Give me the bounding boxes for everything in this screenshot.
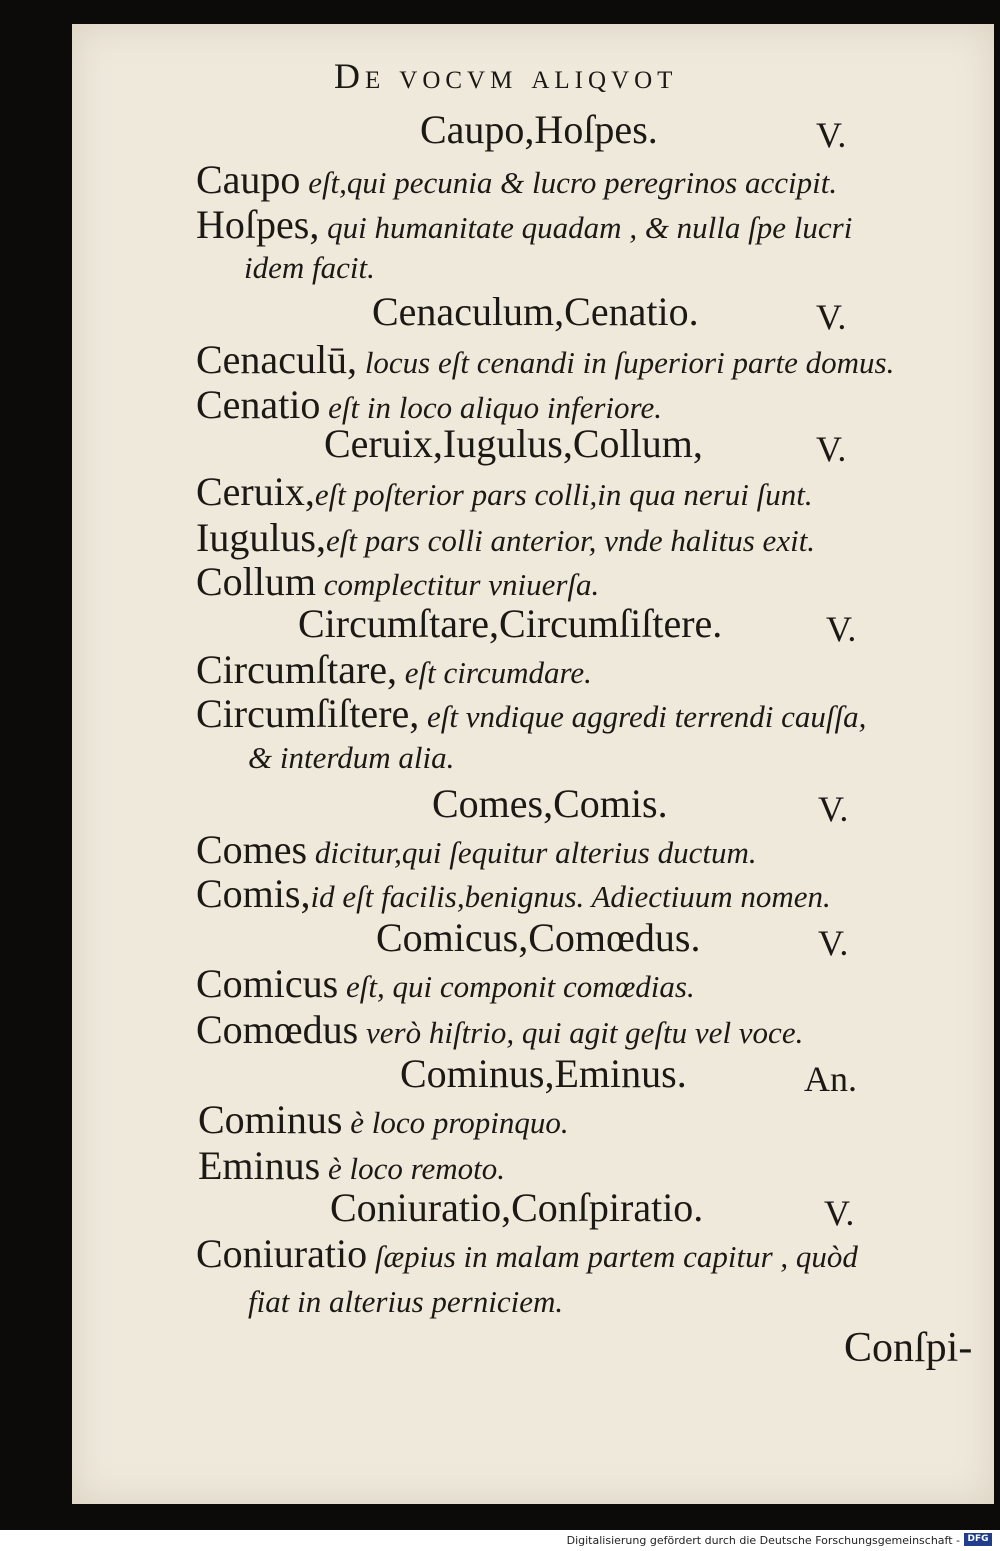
definition-line [196,1231,858,1276]
pair-marker: V. [826,609,857,649]
definition-line [196,1007,804,1052]
pair-marker: V. [816,115,847,155]
definition-line [196,382,662,427]
definition-text: eſt pars colli anterior, vnde halitus exit. [326,523,816,558]
synonym-pair-heading: Comes,Comis. [432,781,668,826]
definition-line [196,691,867,736]
definition-text: id eſt facilis,benignus. Adiectiuum nomen. [310,879,831,914]
definition-text: eſt, qui componit comœdias. [338,969,695,1004]
definition-line [196,202,853,247]
pair-marker: V. [818,789,849,829]
definition-line [196,961,695,1006]
lemma: Collum [196,559,317,604]
definition-continuation: idem facit. [244,250,375,285]
lemma: Comicus [196,961,339,1006]
lemma: Cominus [198,1097,343,1142]
definition-text: complectitur vniuerſa. [316,567,600,602]
synonym-pair-heading: Ceruix,Iugulus,Collum, [324,421,703,466]
pair-marker: An. [804,1059,857,1099]
definition-text: verò hiſtrio, qui agit geſtu vel voce. [358,1015,804,1050]
definition-line [198,1097,569,1142]
footer-bar [0,1530,1000,1551]
definition-text: eſt circumdare. [397,655,592,690]
synonym-pair-heading: Coniuratio,Conſpiratio. [330,1185,704,1230]
lemma: Circumſiſtere, [196,691,420,736]
definition-text: eſt vndique aggredi terrendi cauſſa, [419,699,867,734]
definition-line [196,515,816,560]
definition-line [196,157,838,202]
definition-line [196,647,592,692]
definition-continuation: fiat in alterius perniciem. [248,1284,564,1319]
catchword: Conſpi- [844,1325,973,1371]
funding-credit: Digitalisierung gefördert durch die Deutsche Forschungsgemeinschaft - [566,1534,960,1547]
lemma: Hoſpes, [196,202,320,247]
book-page [72,24,994,1504]
synonym-pair-heading: Caupo,Hoſpes. [420,107,658,152]
lemma: Comœdus [196,1007,359,1052]
dfg-logo: DFG [964,1533,992,1546]
synonym-pair-heading: Cominus,Eminus. [400,1051,687,1096]
lemma: Caupo [196,157,301,202]
definition-line [196,337,895,382]
lemma: Circumſtare, [196,647,398,692]
pair-marker: V. [816,297,847,337]
definition-text: ſæpius in malam partem capitur , quòd [367,1239,858,1274]
definition-text: locus eſt cenandi in ſuperiori parte domus. [357,345,895,380]
definition-line [196,559,600,604]
lemma: Iugulus, [196,515,326,560]
lemma: Comes [196,827,308,872]
definition-text: eſt,qui pecunia & lucro peregrinos accipit. [300,165,838,200]
definition-text: qui humanitate quadam , & nulla ſpe lucri [319,210,853,245]
synonym-pair-heading: Circumſtare,Circumſiſtere. [298,601,723,646]
definition-text: dicitur,qui ſequitur alterius ductum. [307,835,757,870]
lemma: Comis, [196,871,311,916]
definition-text: è loco remoto. [320,1151,506,1186]
definition-line [196,827,757,872]
definition-line [196,469,813,514]
lemma: Cenaculū, [196,337,358,382]
lemma: Ceruix, [196,469,315,514]
pair-marker: V. [818,923,849,963]
lemma: Coniuratio [196,1231,368,1276]
lemma: Cenatio [196,382,321,427]
running-head: De vocvm aliqvot [334,56,678,96]
lemma: Eminus [198,1143,321,1188]
definition-text: eſt in loco aliquo inferiore. [320,390,662,425]
definition-line [198,1143,506,1188]
definition-text: è loco propinquo. [342,1105,569,1140]
definition-line [196,871,831,916]
synonym-pair-heading: Comicus,Comœdus. [376,915,701,960]
definition-text: eſt poſterior pars colli,in qua nerui ſunt. [314,477,813,512]
definition-continuation: & interdum alia. [248,740,455,775]
pair-marker: V. [816,429,847,469]
synonym-pair-heading: Cenaculum,Cenatio. [372,289,699,334]
pair-marker: V. [824,1193,855,1233]
